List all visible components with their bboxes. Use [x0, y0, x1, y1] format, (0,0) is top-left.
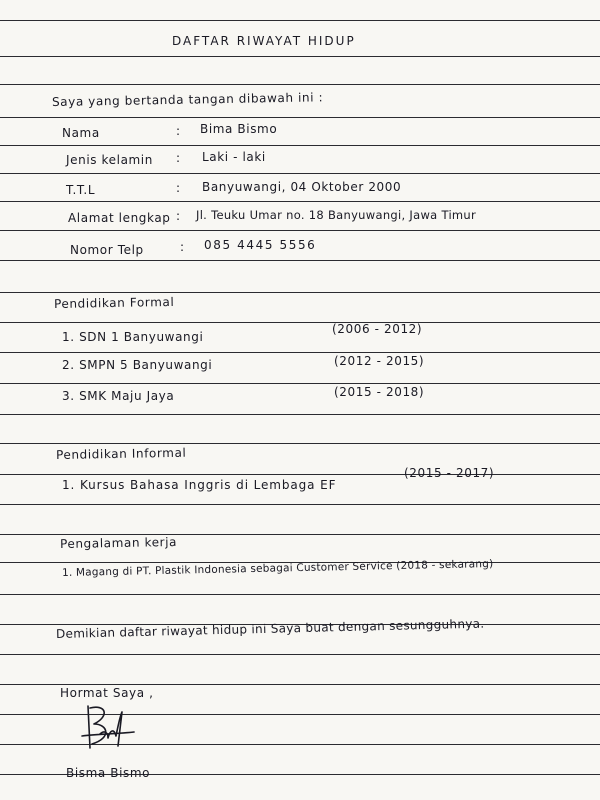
ruled-line	[0, 145, 600, 146]
work-heading: Pengalaman kerja	[59, 534, 178, 551]
informal-item-years: (2015 - 2017)	[404, 466, 495, 480]
formal-heading: Pendidikan Formal	[53, 294, 175, 311]
ruled-line	[0, 352, 600, 353]
ruled-line	[0, 201, 600, 202]
page-title: DAFTAR RIWAYAT HIDUP	[172, 34, 356, 48]
ruled-line	[0, 474, 600, 475]
gender-value: Laki - laki	[202, 150, 266, 164]
formal-item: 2. SMPN 5 Banyuwangi	[62, 358, 213, 372]
ruled-line	[0, 292, 600, 293]
formal-item: 3. SMK Maju Jaya	[62, 389, 175, 403]
ruled-line	[0, 443, 600, 444]
ruled-line	[0, 117, 600, 118]
phone-label: Nomor Telp	[70, 243, 144, 257]
gender-separator: :	[176, 151, 181, 165]
address-separator: :	[176, 209, 181, 223]
name-separator: :	[176, 124, 181, 138]
ruled-line	[0, 260, 600, 261]
ruled-line	[0, 20, 600, 21]
formal-item: 1. SDN 1 Banyuwangi	[62, 330, 204, 344]
name-value: Bima Bismo	[200, 122, 278, 136]
ruled-line	[0, 594, 600, 595]
ruled-line	[0, 383, 600, 384]
ruled-line	[0, 414, 600, 415]
informal-heading: Pendidikan Informal	[55, 445, 187, 462]
greeting: Hormat Saya ,	[60, 686, 154, 700]
gender-label: Jenis kelamin	[66, 153, 153, 167]
ruled-line	[0, 534, 600, 535]
ttl-separator: :	[176, 181, 181, 195]
intro-text: Saya yang bertanda tangan dibawah ini :	[51, 90, 324, 109]
formal-item-years: (2006 - 2012)	[332, 322, 423, 336]
address-value: Jl. Teuku Umar no. 18 Banyuwangi, Jawa Timur	[196, 208, 477, 222]
ruled-line	[0, 173, 600, 174]
name-label: Nama	[62, 126, 100, 140]
ruled-line	[0, 654, 600, 655]
ruled-line	[0, 504, 600, 505]
closing-statement: Demikian daftar riwayat hidup ini Saya buat dengan sesungguhnya.	[55, 616, 485, 641]
ruled-line	[0, 322, 600, 323]
informal-item: 1. Kursus Bahasa Inggris di Lembaga EF	[62, 478, 337, 492]
handwritten-signature	[78, 700, 138, 755]
ruled-line	[0, 684, 600, 685]
formal-item-years: (2012 - 2015)	[334, 354, 425, 368]
phone-value: 085 4445 5556	[204, 238, 317, 252]
ruled-line	[0, 84, 600, 85]
ttl-label: T.T.L	[66, 183, 96, 197]
ttl-value: Banyuwangi, 04 Oktober 2000	[202, 180, 402, 194]
ruled-line	[0, 230, 600, 231]
formal-item-years: (2015 - 2018)	[334, 385, 425, 399]
ruled-line	[0, 56, 600, 57]
phone-separator: :	[180, 240, 185, 254]
signer-name: Bisma Bismo	[66, 766, 151, 780]
address-label: Alamat lengkap	[68, 211, 171, 225]
work-item: 1. Magang di PT. Plastik Indonesia sebagai Customer Service (2018 - sekarang)	[61, 557, 494, 579]
